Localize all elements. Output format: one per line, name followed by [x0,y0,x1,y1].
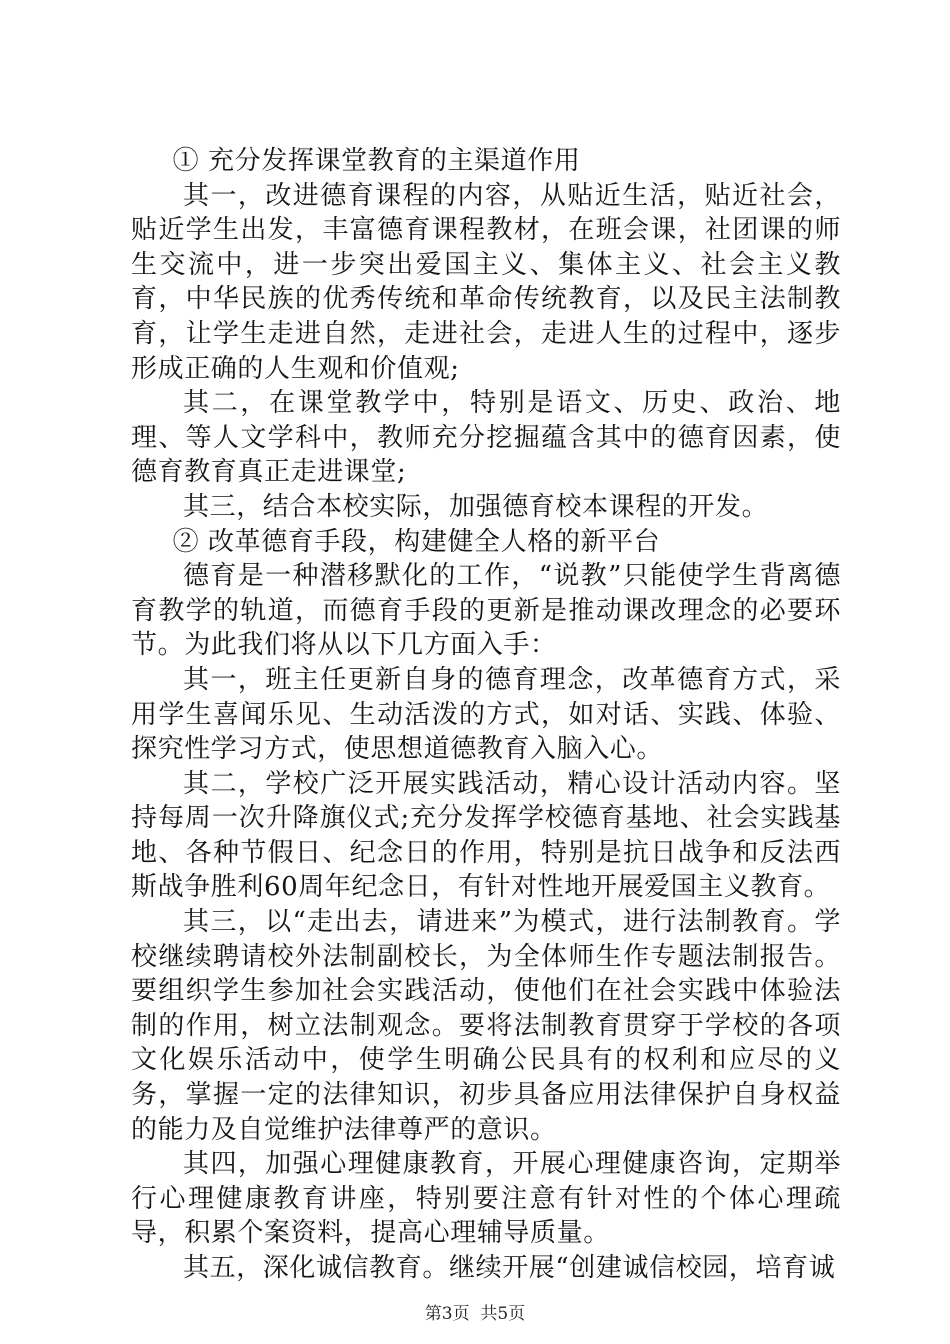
paragraph: 其三，以“走出去，请进来”为模式，进行法制教育。学校继续聘请校外法制副校长，为全体师生作专题法制报告。要组织学生参加社会实践活动，使他们在社会实践中体验法制的作用，树立法制观念。要将法制教育贯穿于学校的各项文化娱乐活动中，使学生明确公民具有的权利和应尽的义务，掌握一定的法律知识，初步具备应用法律保护自身权益的能力及自觉维护法律尊严的意识。 [131,907,841,1145]
paragraph: 其五，深化诚信教育。继续开展“创建诚信校园，培育诚 [183,1253,836,1283]
paragraph: 德育是一种潜移默化的工作，“说教”只能使学生背离德育教学的轨道，而德育手段的更新是推动课改理念的必要环节。为此我们将从以下几方面入手： [131,561,841,661]
document-body [131,144,841,1286]
paragraph: 其四，加强心理健康教育，开展心理健康咨询，定期举行心理健康教育讲座，特别要注意有针对性的个体心理疏导，积累个案资料，提高心理辅导质量。 [131,1149,841,1249]
page-footer [0,1299,950,1324]
paragraph: 其一，改进德育课程的内容，从贴近生活，贴近社会，贴近学生出发，丰富德育课程教材，在班会课，社团课的师生交流中，进一步突出爱国主义、集体主义、社会主义教育，中华民族的优秀传统和革命传统教育，以及民主法制教育，让学生走进自然，走进社会，走进人生的过程中，逐步形成正确的人生观和价值观; [131,180,841,384]
section-heading-2: ② 改革德育手段，构建健全人格的新平台 [172,526,661,557]
page-number: 第3页 共5页 [424,1304,526,1324]
paragraph: 其三，结合本校实际，加强德育校本课程的开发。 [183,491,769,522]
section-heading-1: ① 充分发挥课堂教育的主渠道作用 [172,146,581,176]
paragraph: 其二，在课堂教学中，特别是语文、历史、政治、地理、等人文学科中，教师充分挖掘蕴含其中的德育因素，使德育教育真正走进课堂; [131,388,841,488]
paragraph: 其二，学校广泛开展实践活动，精心设计活动内容。坚持每周一次升降旗仪式;充分发挥学校德育基地、社会实践基地、各种节假日、纪念日的作用，特别是抗日战争和反法西斯战争胜利60周年纪念日，有针对性地开展爱国主义教育。 [131,768,841,903]
paragraph: 其一，班主任更新自身的德育理念，改革德育方式，采用学生喜闻乐见、生动活泼的方式，如对话、实践、体验、探究性学习方式，使思想道德教育入脑入心。 [131,664,841,765]
